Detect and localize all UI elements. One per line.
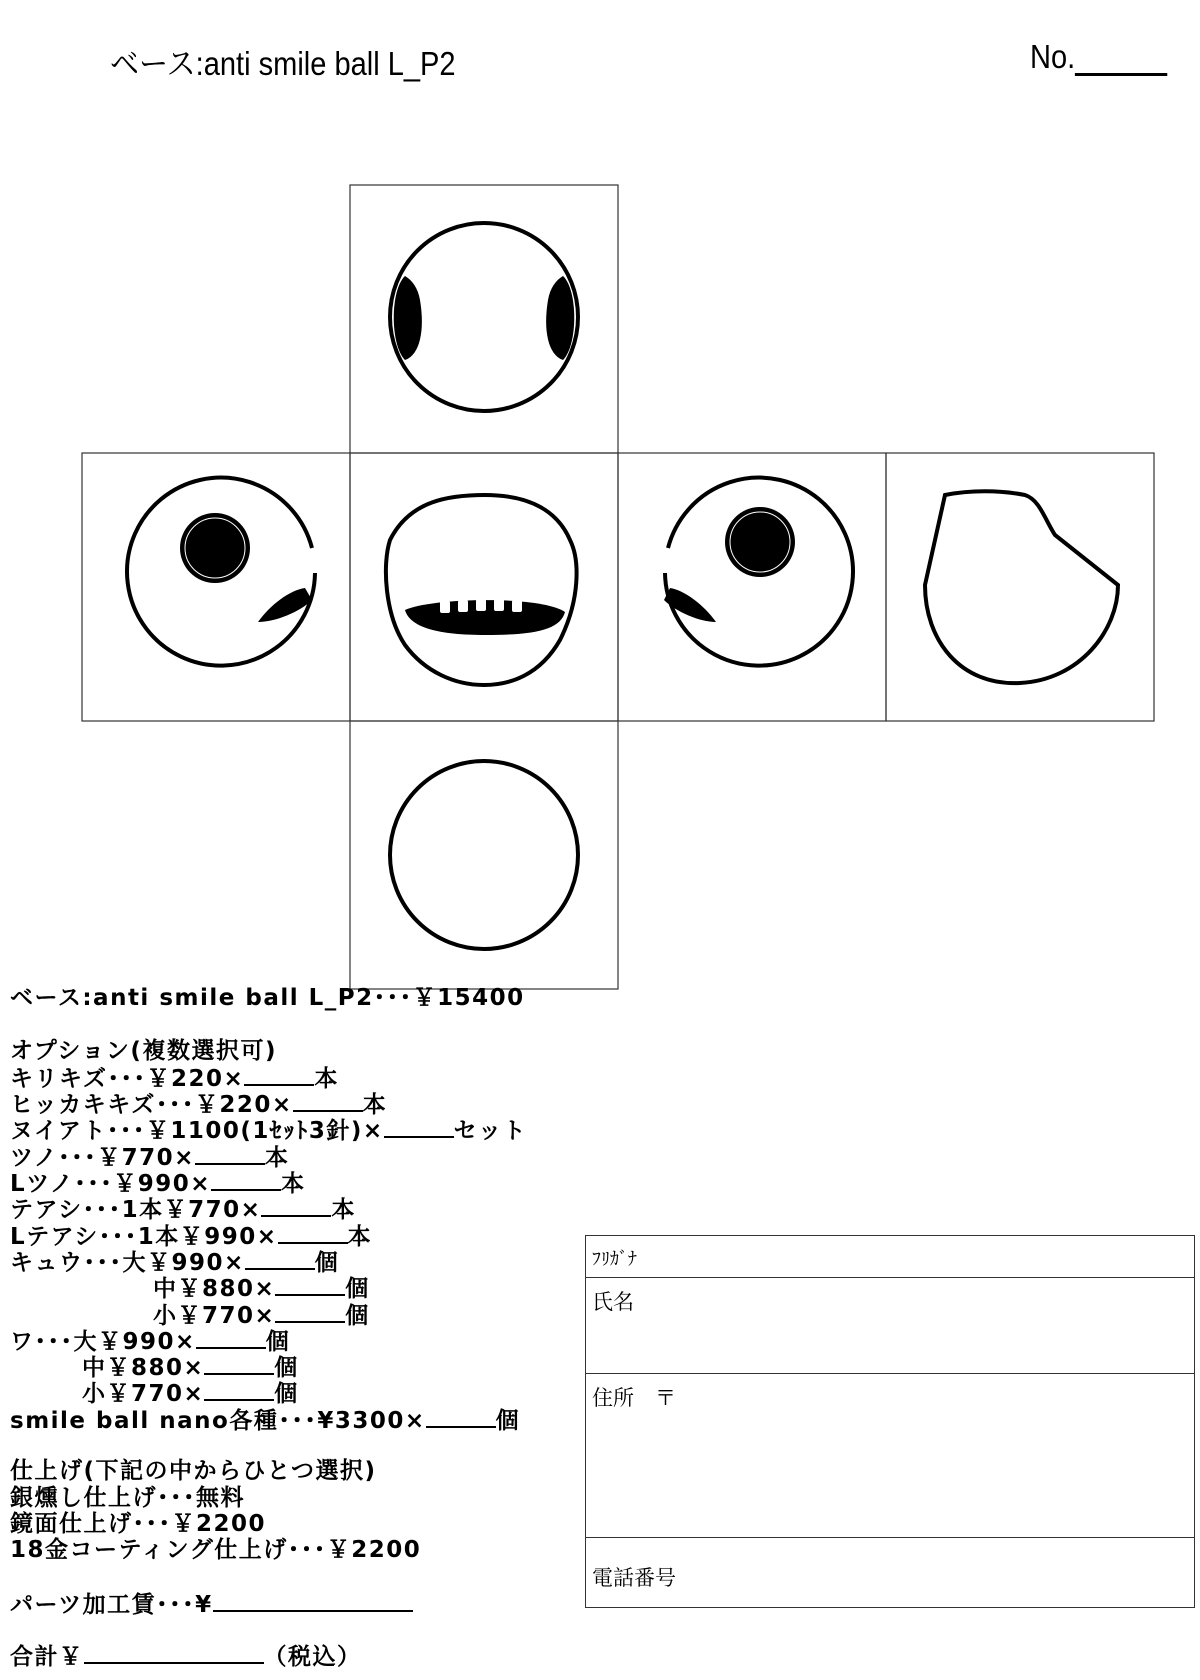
back-face (925, 491, 1118, 683)
options-header: オプション(複数選択可) (10, 1037, 277, 1064)
qty-blank[interactable] (275, 1274, 345, 1296)
unit-label: 本 (347, 1223, 373, 1250)
option-wa-mid-label: 中￥880× (82, 1355, 205, 1382)
option-nano (10, 1406, 527, 1432)
base-price-line: ベース:anti smile ball L_P2･･･￥15400 (10, 985, 525, 1011)
option-lteashi (10, 1222, 527, 1248)
furigana-field[interactable] (586, 1236, 1194, 1278)
qty-blank[interactable] (195, 1143, 265, 1165)
top-eyes-face (390, 223, 578, 411)
phone-field[interactable] (586, 1538, 1194, 1607)
unit-label: 本 (264, 1144, 290, 1171)
net-face-right (618, 453, 886, 721)
name-field[interactable] (586, 1278, 1194, 1374)
option-kyuu-small-label: 小￥770× (153, 1302, 276, 1329)
option-wa-mid (10, 1353, 527, 1382)
address-field[interactable] (586, 1374, 1194, 1538)
option-hikkaki (10, 1090, 527, 1119)
unit-label: 本 (362, 1092, 388, 1119)
option-kirikizu-label: キリキズ･･･￥220× (10, 1065, 245, 1092)
total (10, 1642, 527, 1671)
unit-label: 本 (331, 1197, 356, 1224)
parts-fee-blank[interactable] (213, 1590, 413, 1612)
net-face-left (82, 453, 350, 721)
qty-blank[interactable] (275, 1301, 345, 1323)
option-lteashi-label: Lテアシ･･･1本￥990× (10, 1223, 278, 1250)
left-eye-face (127, 478, 315, 666)
unit-label: 個 (265, 1328, 291, 1355)
unit-label: 個 (345, 1302, 370, 1329)
qty-blank[interactable] (204, 1353, 274, 1375)
option-kyuu-mid (10, 1274, 527, 1303)
unit-label: 個 (345, 1276, 370, 1303)
name-label: 氏名 (592, 1290, 634, 1314)
option-ltsuno (10, 1169, 527, 1198)
qty-blank[interactable] (211, 1169, 281, 1191)
option-wa-large-label: ワ･･･大￥990× (10, 1328, 196, 1355)
qty-blank[interactable] (278, 1222, 348, 1244)
furigana-label: ﾌﾘｶﾞﾅ (592, 1249, 637, 1270)
unit-label: 個 (495, 1407, 521, 1434)
qty-blank[interactable] (261, 1195, 331, 1217)
finish-silver: 銀燻し仕上げ･･･無料 (10, 1484, 245, 1511)
unit-label: 本 (281, 1171, 306, 1198)
option-kyuu-mid-label: 中￥880× (153, 1276, 276, 1303)
unit-label: セット (453, 1118, 528, 1145)
qty-blank[interactable] (196, 1327, 266, 1349)
option-kirikizu (10, 1064, 527, 1090)
page-title: ベース:anti smile ball L_P2 (110, 45, 456, 82)
parts-fee (10, 1590, 527, 1616)
right-eye-face (664, 478, 853, 666)
option-wa-small-label: 小￥770× (82, 1381, 205, 1408)
finish-gold: 18金コーティング仕上げ･･･￥2200 (10, 1537, 422, 1564)
unit-label: 個 (274, 1355, 299, 1382)
parts-fee-label: パーツ加工賃･･･¥ (10, 1591, 213, 1618)
option-kyuu-large-label: キュウ･･･大￥990× (10, 1249, 245, 1276)
option-kyuu-small (10, 1301, 527, 1327)
option-teashi-label: テアシ･･･1本￥770× (10, 1197, 262, 1224)
option-tsuno-label: ツノ･･･￥770× (10, 1144, 195, 1171)
option-nano-label: smile ball nano各種･･･¥3300× (10, 1407, 426, 1434)
center-mouth-face (386, 495, 577, 685)
total-label: 合計￥ (10, 1644, 84, 1671)
option-kyuu-large (10, 1248, 527, 1274)
total-blank[interactable] (84, 1642, 264, 1664)
option-teashi (10, 1195, 527, 1224)
phone-label: 電話番号 (592, 1566, 676, 1590)
price-list (10, 985, 527, 1669)
qty-blank[interactable] (384, 1116, 454, 1138)
qty-blank[interactable] (204, 1379, 274, 1401)
qty-blank[interactable] (293, 1090, 363, 1112)
qty-blank[interactable] (245, 1248, 315, 1270)
bottom-face (390, 761, 578, 949)
unit-label: 個 (314, 1249, 340, 1276)
qty-blank[interactable] (426, 1406, 496, 1428)
qty-blank[interactable] (244, 1064, 314, 1086)
order-number-label: No. (1030, 38, 1076, 75)
option-wa-large (10, 1327, 527, 1353)
unit-label: 個 (274, 1381, 299, 1408)
address-label: 住所 〒 (592, 1386, 676, 1410)
total-suffix: （税込） (263, 1644, 362, 1671)
option-nuiato (10, 1116, 528, 1145)
finish-header: 仕上げ(下記の中からひとつ選択) (10, 1458, 377, 1485)
finish-mirror: 鏡面仕上げ･･･￥2200 (10, 1510, 267, 1537)
option-nuiato-label: ヌイアト･･･￥1100(1ｾｯﾄ3針)× (10, 1118, 384, 1145)
option-tsuno (10, 1143, 527, 1169)
option-wa-small (10, 1379, 527, 1408)
option-ltsuno-label: Lツノ･･･￥990× (10, 1171, 212, 1198)
customer-form (585, 1235, 1195, 1608)
unit-label: 本 (314, 1065, 339, 1092)
option-hikkaki-label: ヒッカキキズ･･･￥220× (10, 1092, 293, 1119)
